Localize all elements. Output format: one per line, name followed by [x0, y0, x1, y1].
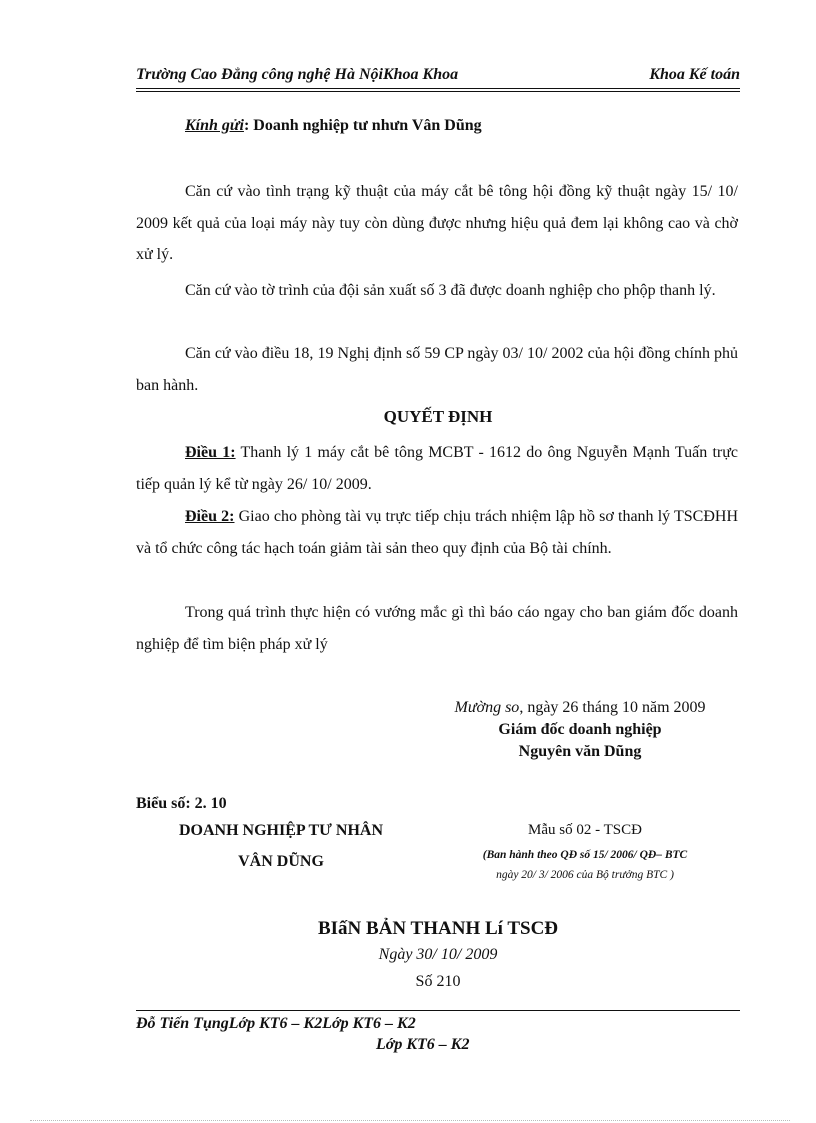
- form-template-code: Mẫu số 02 - TSCĐ: [528, 822, 642, 838]
- document-title: BIấN BẢN THANH Lí TSCĐ: [317, 918, 559, 939]
- footer-author: Đỗ Tiến TụngLớp KT6 – K2Lớp KT6 – K2: [136, 1015, 416, 1032]
- company-name-line2: VÂN DŨNG: [238, 853, 324, 870]
- article-2-label: Điều 2:: [185, 508, 235, 525]
- signature-title: Giám đốc doanh nghiệp: [498, 721, 662, 738]
- addressee-colon: :: [243, 117, 250, 134]
- paragraph-basis-decree: Căn cứ vào điều 18, 19 Nghị định số 59 CP ngày 03/ 10/ 2002 của hội đồng chính phủ ban hành.: [136, 345, 738, 394]
- article-1: [136, 437, 738, 500]
- addressee-text: Doanh nghiệp tư nhưn Vân Dũng: [249, 117, 482, 134]
- form-note-line1: (Ban hành theo QĐ số 15/ 2006/ QĐ– BTC: [482, 849, 688, 861]
- footer-class: Lớp KT6 – K2: [376, 1036, 470, 1053]
- signature-place: Mường so: [454, 699, 520, 716]
- closing-paragraph: Trong quá trình thực hiện có vướng mắc gì thì báo cáo ngay cho ban giám đốc doanh nghiệp để tìm biện pháp xử lý: [136, 604, 738, 653]
- header-department: Khoa Kế toán: [649, 66, 740, 83]
- company-name-line1: DOANH NGHIỆP TƯ NHÂN: [178, 822, 383, 839]
- header-rule: [136, 88, 740, 92]
- addressee-line: [185, 117, 482, 135]
- signature-date: , ngày 26 tháng 10 năm 2009: [519, 699, 706, 716]
- decision-title: QUYẾT ĐỊNH: [383, 407, 493, 426]
- article-2: [136, 501, 738, 564]
- header-school: Trường Cao Đẳng công nghệ Hà NộiKhoa Khoa: [136, 66, 459, 83]
- page-header: [136, 66, 740, 88]
- page-bottom-border: [30, 1120, 790, 1121]
- form-number: Biểu số: 2. 10: [136, 795, 227, 812]
- article-1-label: Điều 1:: [185, 444, 236, 461]
- signature-name: Nguyên văn Dũng: [518, 743, 642, 760]
- footer-rule: [136, 1010, 740, 1011]
- document-number: Số 210: [415, 973, 461, 990]
- form-note-line2: ngày 20/ 3/ 2006 của Bộ trưởng BTC ): [496, 869, 674, 881]
- form-regulation-note: [430, 845, 740, 885]
- article-2-text: Giao cho phòng tài vụ trực tiếp chịu trách nhiệm lập hồ sơ thanh lý TSCĐHH và tổ chức công tác hạch toán giảm tài sản theo quy định của Bộ tài chính.: [136, 508, 739, 557]
- paragraph-basis-technical: Căn cứ vào tình trạng kỹ thuật của máy cắt bê tông hội đồng kỹ thuật ngày 15/ 10/ 2009 kết quả của loại máy này tuy còn dùng được nhưng hiệu quả đem lại không cao và chờ xử lý.: [136, 183, 738, 263]
- article-1-text: Thanh lý 1 máy cắt bê tông MCBT - 1612 do ông Nguyễn Mạnh Tuấn trực tiếp quản lý kể từ ngày 26/ 10/ 2009.: [136, 444, 738, 493]
- signature-block: [420, 697, 740, 763]
- signature-place-date: [420, 697, 740, 719]
- addressee-label: Kính gửi: [185, 117, 244, 134]
- paragraph-basis-report: Căn cứ vào tờ trình của đội sản xuất số 3 đã được doanh nghiệp cho phộp thanh lý.: [185, 282, 716, 299]
- document-date: Ngày 30/ 10/ 2009: [378, 946, 498, 963]
